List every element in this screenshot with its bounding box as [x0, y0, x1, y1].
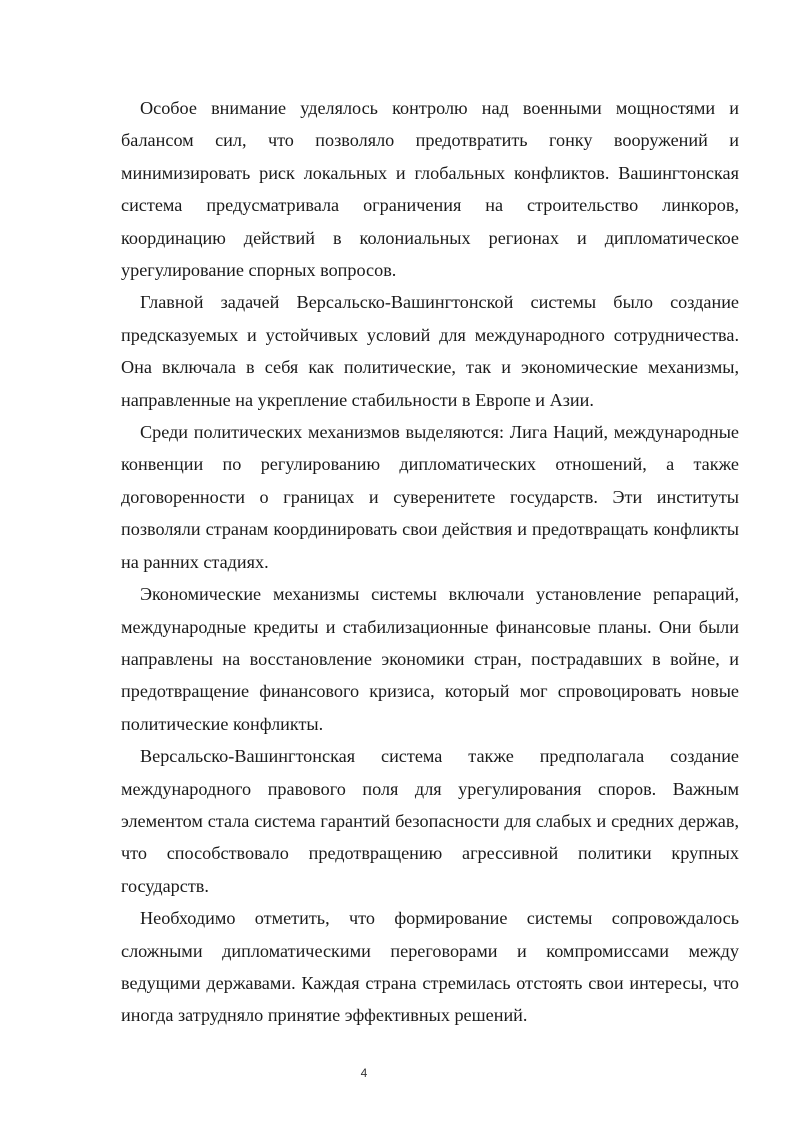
page-number: 4 [360, 1066, 368, 1080]
paragraph-1: Особое внимание уделялось контролю над военными мощностями и балансом сил, что позволяло предотвратить гонку вооружений и минимизировать риск локальных и глобальных конфликтов. Вашингтонская система предусматривала ограничения на строительство линкоров, координацию действий в колониальных регионах и дипломатическое урегулирование спорных вопросов. [121, 98, 739, 281]
paragraph-4: Экономические механизмы системы включали установление репараций, международные кредиты и стабилизационные финансовые планы. Они были направлены на восстановление экономики стран, пострадавших в войне, и предотвращение финансового кризиса, который мог спровоцировать новые политические конфликты. [121, 584, 739, 734]
paragraph-2: Главной задачей Версальско-Вашингтонской системы было создание предсказуемых и устойчивых условий для международного сотрудничества. Она включала в себя как политические, так и экономические механизмы, направленные на укрепление стабильности в Европе и Азии. [121, 292, 739, 410]
paragraph-3: Среди политических механизмов выделяются: Лига Наций, международные конвенции по регулированию дипломатических отношений, а также договоренности о границах и суверенитете государств. Эти институты позволяли странам координировать свои действия и предотвращать конфликты на ранних стадиях. [121, 422, 739, 572]
paragraph-5: Версальско-Вашингтонская система также предполагала создание международного правового поля для урегулирования споров. Важным элементом стала система гарантий безопасности для слабых и средних держав, что способствовало предотвращению агрессивной политики крупных государств. [121, 746, 739, 896]
paragraph-6: Необходимо отметить, что формирование системы сопровождалось сложными дипломатическими переговорами и компромиссами между ведущими державами. Каждая страна стремилась отстоять свои интересы, что иногда затрудняло принятие эффективных решений. [121, 908, 739, 1026]
body-text [121, 92, 739, 1032]
